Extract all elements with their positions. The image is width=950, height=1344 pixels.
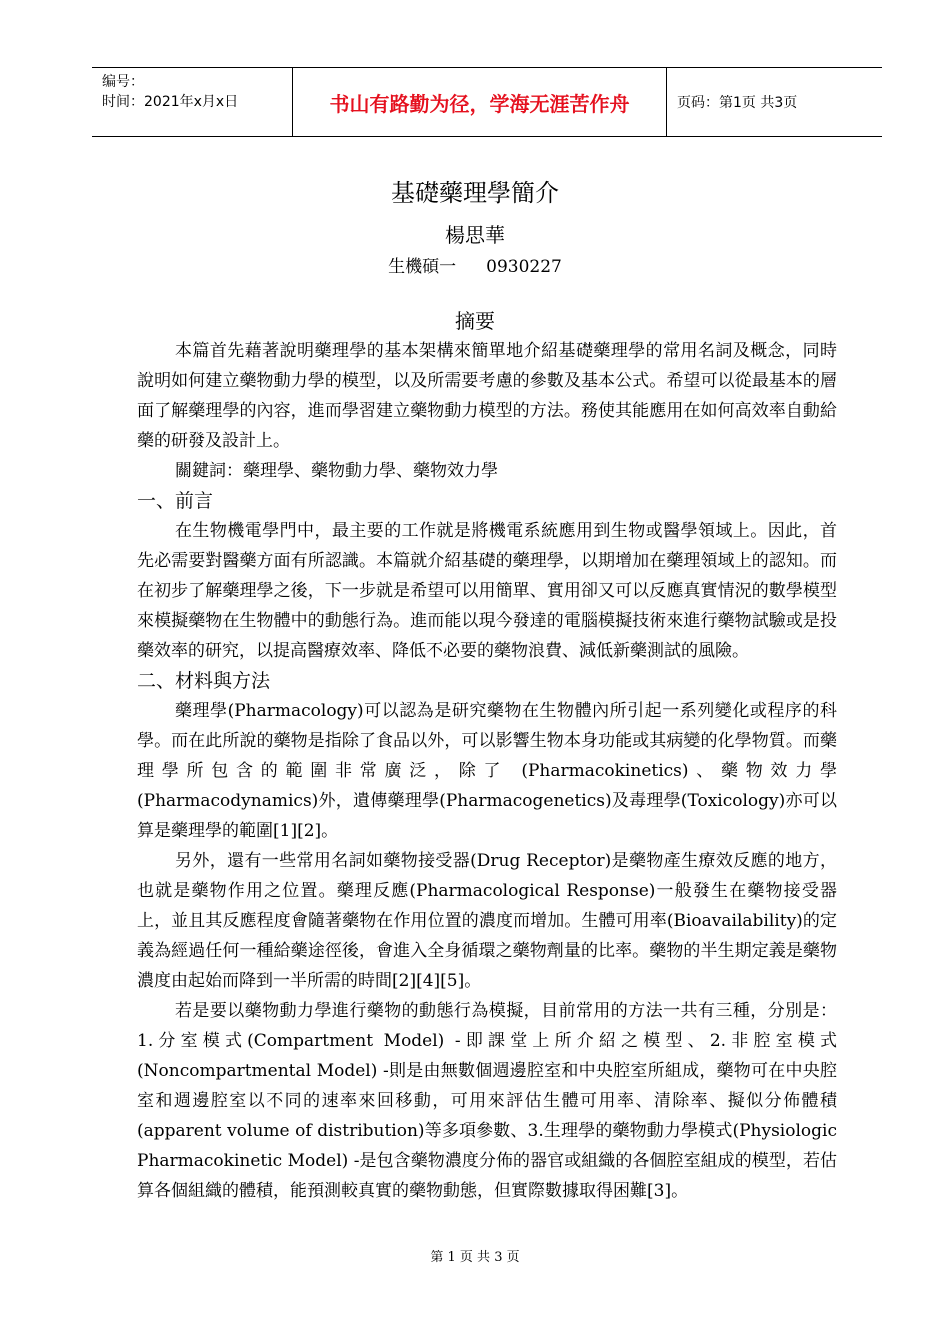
affiliation-program: 生機碩一 bbox=[388, 257, 457, 277]
keywords-line: 關鍵詞：藥理學、藥物動力學、藥物效力學 bbox=[175, 461, 498, 481]
time-label: 时间：2021年x月x日 bbox=[102, 94, 239, 110]
document-title: 基礎藥理學簡介 bbox=[391, 179, 559, 207]
section-heading-methods: 二、材料與方法 bbox=[137, 670, 271, 692]
serial-number-label: 编号： bbox=[102, 74, 144, 90]
author-name: 楊思華 bbox=[445, 223, 505, 247]
body-paragraph: 另外，還有一些常用名詞如藥物接受器(Drug Receptor)是藥物產生療效反應的地方，也就是藥物作用之位置。藥理反應(Pharmacological Response)一般發生在藥物接受器上，並且其反應程度會隨著藥物在作用位置的濃度而增加。生體可用率(Bioavailability)的定義為經過任何一種給藥途徑後，會進入全身循環之藥物劑量的比率。藥物的半生期定義是藥物濃度由起始而降到一半所需的時間[2][4][5]。 bbox=[137, 851, 837, 991]
section-heading-introduction: 一、前言 bbox=[137, 490, 214, 512]
header-page-number: 页码：第1页 共3页 bbox=[677, 95, 798, 111]
student-id: 0930227 bbox=[486, 257, 562, 277]
page-header bbox=[92, 67, 882, 137]
header-motto: 书山有路勤为径，学海无涯苦作舟 bbox=[293, 68, 667, 136]
page-footer: 第 1 页 共 3 页 bbox=[430, 1250, 520, 1265]
body-paragraph: 若是要以藥物動力學進行藥物的動態行為模擬，目前常用的方法一共有三種，分別是：1.分室模式(Compartment Model) -即課堂上所介紹之模型、2.非腔室模式(Noncompartmental Model) -則是由無數個週邊腔室和中央腔室所組成，藥物可在中央腔室和週邊腔室以不同的速率來回移動，可用來評估生體可用率、清除率、擬似分佈體積(apparent volume of distribution)等多項參數、3.生理學的藥物動力學模式(Physiologic Pharmacokinetic Model) -是包含藥物濃度分佈的器官或組織的各個腔室組成的模型，若估算各個組織的體積，能預測較真實的藥物動態，但實際數據取得困難[3]。 bbox=[137, 1001, 837, 1201]
abstract-paragraph: 本篇首先藉著說明藥理學的基本架構來簡單地介紹基礎藥理學的常用名詞及概念，同時說明如何建立藥物動力學的模型，以及所需要考慮的參數及基本公式。希望可以從最基本的層面了解藥理學的內容，進而學習建立藥物動力模型的方法。務使其能應用在如何高效率自動給藥的研發及設計上。 bbox=[137, 341, 837, 451]
author-affiliation bbox=[0, 252, 950, 277]
body-paragraph: 藥理學(Pharmacology)可以認為是研究藥物在生物體內所引起一系列變化或程序的科學。而在此所說的藥物是指除了食品以外，可以影響生物本身功能或其病變的化學物質。而藥理學所包含的範圍非常廣泛，除了 (Pharmacokinetics)、藥物效力學(Pharmacodynamics)外，遺傳藥理學(Pharmacogenetics)及毒理學(Toxicology)亦可以算是藥理學的範圍[1][2]。 bbox=[137, 701, 837, 841]
abstract-heading: 摘要 bbox=[455, 309, 495, 333]
header-meta-cell bbox=[92, 68, 293, 136]
body-paragraph: 在生物機電學門中，最主要的工作就是將機電系統應用到生物或醫學領域上。因此，首先必需要對醫藥方面有所認識。本篇就介紹基礎的藥理學，以期增加在藥理領域上的認知。而在初步了解藥理學之後，下一步就是希望可以用簡單、實用卻又可以反應真實情況的數學模型來模擬藥物在生物體中的動態行為。進而能以現今發達的電腦模擬技術來進行藥物試驗或是投藥效率的研究，以提高醫療效率、降低不必要的藥物浪費、減低新藥測試的風險。 bbox=[137, 521, 837, 661]
document-body bbox=[137, 336, 837, 1206]
